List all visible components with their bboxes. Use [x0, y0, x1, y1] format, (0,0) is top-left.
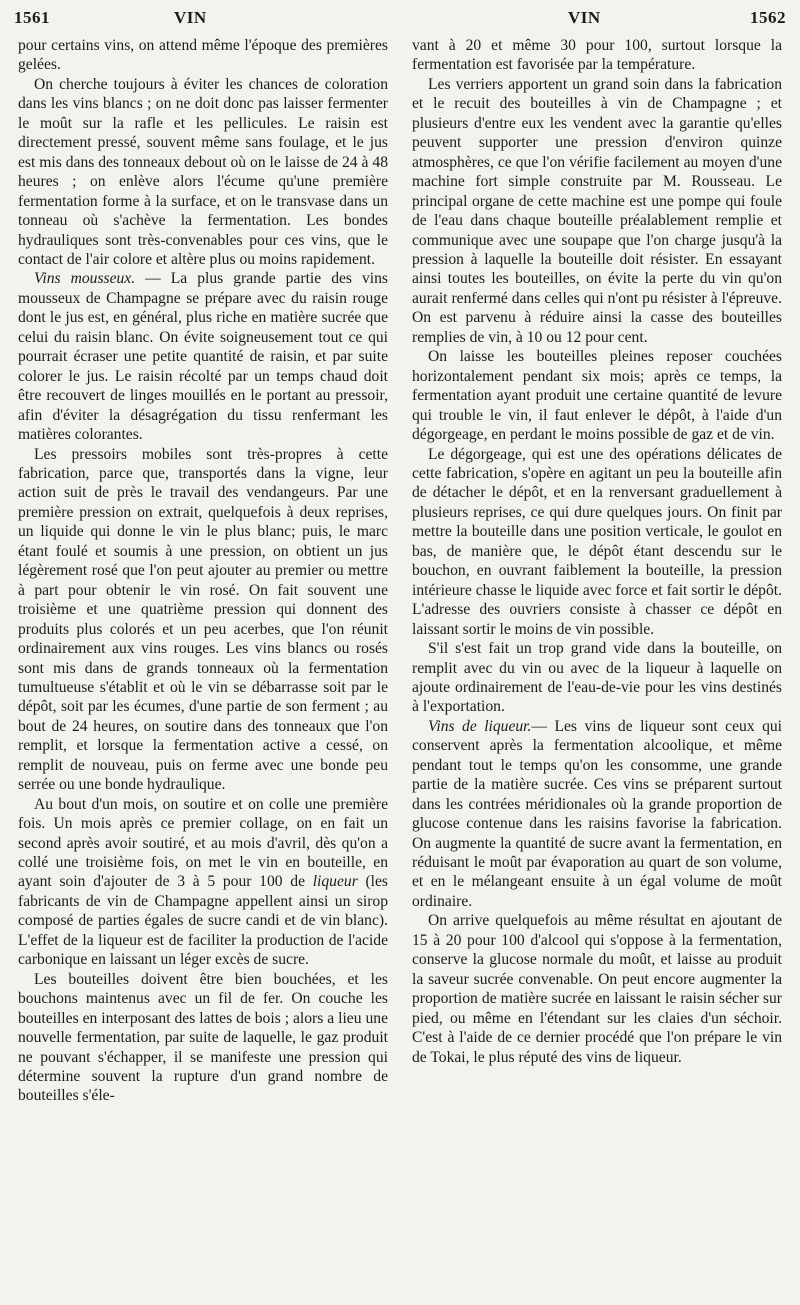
paragraph: On laisse les bouteilles pleines reposer couchées horizontalement pendant six mois; après ce temps, la fermentation ayant produit une certaine quantité de levure qui trouble le vin, il faut enlever le dépôt, à l'aide d'un dégorgeage, en perdant le moins possible de gaz et de vin. [412, 348, 782, 444]
paragraph-text: — La plus grande partie des vins mousseux de Champagne se prépare avec du raisin rouge dont le jus est, en général, plus riche en matière sucrée que celui du raisin blanc. On évite soigneusement tout ce qui pourrait écraser une petite quantité de raisin, et par suite colorer le jus. Le raisin récolté par un temps chaud doit être recouvert de linges mouillés en le portant au pressoir, afin d'éviter la désagrégation du tissu renfermant les matières colorantes. [18, 270, 388, 444]
paragraph: vant à 20 et même 30 pour 100, surtout lorsque la fermentation est favorisée par la température. [412, 37, 782, 74]
paragraph-vins-de-liqueur [412, 717, 782, 912]
paragraph [18, 795, 388, 970]
headword-left: VIN [174, 8, 207, 27]
paragraph: pour certains vins, on attend même l'époque des premières gelées. [18, 37, 388, 74]
page-number-right: 1562 [750, 8, 786, 27]
running-head [14, 8, 786, 32]
paragraph-vins-mousseux [18, 269, 388, 444]
paragraph-text: Au bout d'un mois, on soutire et on colle une première fois. Un mois après ce premier collage, on en fait un second après avoir soutiré, et au mois d'avril, dès qu'on a collé une troisième fois, on met le vin en bouteille, en ayant soin d'ajouter de 3 à 5 pour 100 de [18, 795, 388, 891]
term-liqueur: liqueur [312, 873, 358, 891]
rubric-vins-de-liqueur: Vins de liqueur. [428, 717, 532, 735]
paragraph-text: — Les vins de liqueur sont ceux qui conservent après la fermentation alcoolique, et même pendant tout le temps qu'on les consomme, une grande partie de la matière sucrée. Ces vins se préparent surtout dans les contrées méridionales où la grande proportion de glucose contenue dans les raisins favorise la fabrication. On augmente la quantité de sucre avant la fermentation, en réduisant le moût par évaporation au quart de son volume, et en le mélangeant ensuite à un égal volume de moût ordinaire. [412, 717, 782, 910]
paragraph-text: (les fabricants de vin de Champagne appellent ainsi un sirop composé de parties égales de sucre candi et de vin blanc). L'effet de la liqueur est de faciliter la production de l'acide carbonique en laissant un léger excès de sucre. [18, 873, 388, 969]
left-column [18, 36, 388, 1291]
headword-right: VIN [568, 8, 601, 27]
paragraph: Les pressoirs mobiles sont très-propres à cette fabrication, parce que, transportés dans la vigne, leur action suit de près le travail des vendangeurs. Par une première pression on extrait, quelquefois à deux reprises, un liquide qui donne le vin le plus blanc; puis, le marc étant foulé et soumis à une pression, on obtient un jus légèrement rosé que l'on peut ajouter au premier ou mettre à part pour obtenir le vin rosé. On fait souvent une troisième et une quatrième pression qui donnent des produits plus colorés et un peu acerbes, que l'on réunit ordinairement aux vins rouges. Les vins blancs ou rosés sont mis dans de grands tonneaux où la fermentation tumultueuse s'établit et où le vin se débarrasse soit par le dépôt, soit par les écumes, d'une partie de son ferment ; au bout de 24 heures, on soutire dans des tonneaux que l'on remplit, et lorsque la fermentation active a cessé, on remplit de nouveau, puis on ferme avec une bonde peu serrée ou une bonde hydraulique. [18, 445, 388, 794]
paragraph: On cherche toujours à éviter les chances de coloration dans les vins blancs ; on ne doit donc pas laisser fermenter le moût sur la rafle et les pellicules. Le raisin est directement pressé, souvent même sans foulage, et le jus est mis dans des tonneaux debout où on le laisse de 24 à 48 heures ; on enlève alors l'écume qu'une première fermentation forme à la surface, et on le transvase dans un tonneau où s'achève la fermentation. Les bondes hydrauliques sont très-convenables pour ces vins, que le contact de l'air colore et altère plus ou moins rapidement. [18, 75, 388, 268]
paragraph: S'il s'est fait un trop grand vide dans la bouteille, on remplit avec du vin ou avec de la liqueur à laquelle on ajoute ordinairement de l'eau-de-vie pour les vins destinés à l'exportation. [412, 640, 782, 716]
paragraph: Le dégorgeage, qui est une des opérations délicates de cette fabrication, s'opère en agitant un peu la bouteille afin de détacher le dépôt, et en la renversant graduellement à plusieurs reprises, ce qui dure quelques jours. On finit par mettre la bouteille dans une position verticale, le goulot en bas, de manière que, le dépôt étant descendu sur le bouchon, en ouvrant faiblement la bouteille, la pression intérieure chasse le liquide avec force et fait sortir le dépôt. L'adresse des ouvriers consiste à chasser ce dépôt en laissant sortir le moins de vin possible. [412, 445, 782, 638]
right-column [412, 36, 782, 1291]
page-number-left: 1561 [14, 8, 50, 27]
paragraph: Les bouteilles doivent être bien bouchées, et les bouchons maintenus avec un fil de fer. On couche les bouteilles en interposant des lattes de bois ; alors a lieu une nouvelle fermentation, par suite de laquelle, le gaz produit ne pouvant s'échapper, il se manifeste une pression qui détermine souvent la rupture d'un grand nombre de bouteilles s'éle- [18, 970, 388, 1105]
paragraph: Les verriers apportent un grand soin dans la fabrication et le recuit des bouteilles à vin de Champagne ; et plusieurs d'entre eux les vendent avec la garantie qu'elles peuvent supporter une pression d'environ quinze atmosphères, ce que l'on vérifie facilement au moyen d'une machine fort simple construite par M. Rousseau. Le principal organe de cette machine est une pompe qui foule de l'eau dans chaque bouteille préalablement remplie et communique avec une soupape que l'on charge jusqu'à la pression à laquelle la bouteille doit résister. En essayant ainsi toutes les bouteilles, on évite la perte du vin qu'on aurait renfermé dans celles qui n'ont pu résister à l'épreuve. On est parvenu à réduire ainsi la casse des bouteilles remplies de vin, à 10 ou 12 pour cent. [412, 75, 782, 346]
paragraph: On arrive quelquefois au même résultat en ajoutant de 15 à 20 pour 100 d'alcool qui s'oppose à la fermentation, conserve la glucose normale du moût, et laisse au produit la saveur sucrée convenable. On peut encore augmenter la proportion de matière sucrée en laissant le raisin sécher sur pied, ou même en l'étendant sur les claies d'un séchoir. C'est à l'aide de ce dernier procédé que l'on prépare le vin de Tokai, le plus réputé des vins de liqueur. [412, 912, 782, 1066]
rubric-vins-mousseux: Vins mousseux. [34, 270, 136, 288]
